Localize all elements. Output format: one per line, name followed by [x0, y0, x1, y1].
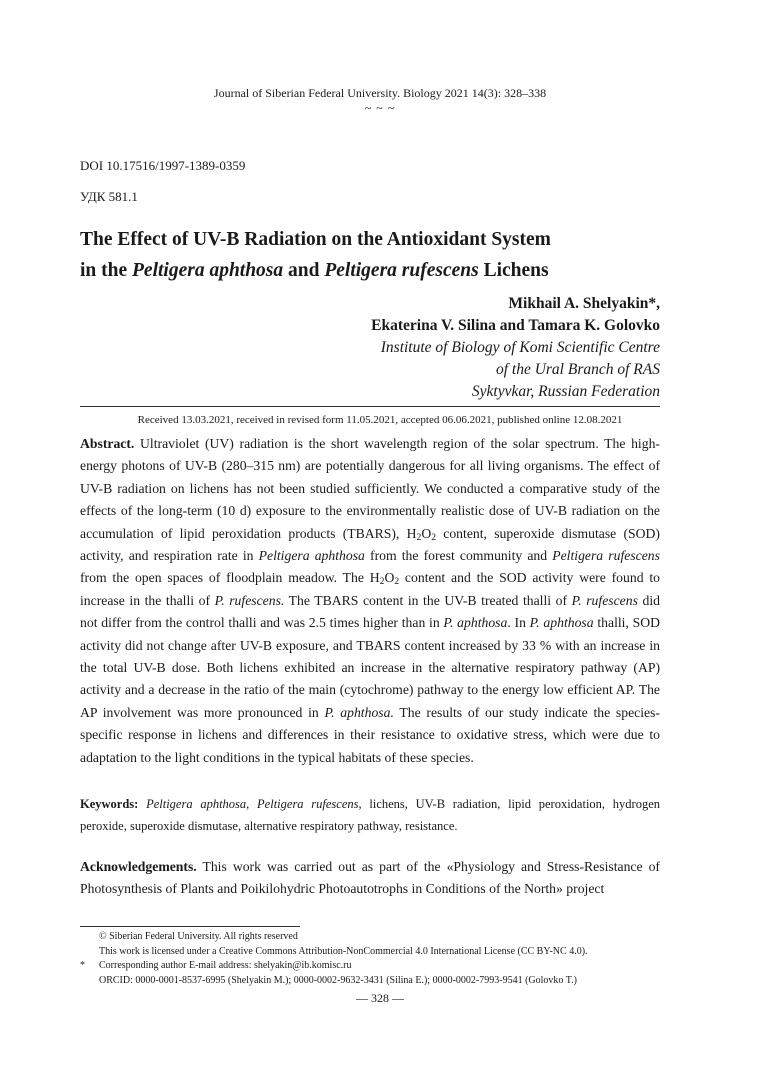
footnotes [80, 930, 680, 988]
title-line-1: The Effect of UV-B Radiation on the Antioxidant System [80, 229, 551, 250]
udk-code: УДК 581.1 [80, 189, 138, 204]
acknowledgements: Acknowledgements. This work was carried out as part of the «Physiology and Stress-Resistance of Photosynthesis of Plants and Poikilohydric Photoautotrophs in Conditions of the North» project [80, 859, 660, 897]
keywords: Keywords: Peltigera aphthosa, Peltigera rufescens, lichens, UV-B radiation, lipid peroxidation, hydrogen peroxide, superoxide dismutase, alternative respiratory pathway, resistance. [80, 797, 660, 834]
footnote-orcid: ORCID: 0000-0001-8537-6995 (Shelyakin M.); 0000-0002-9632-3431 (Silina E.); 0000-0002-7993-9541 (Golovko T.) [99, 974, 577, 986]
affiliation-line-2: of the Ural Branch of RAS [495, 361, 660, 378]
title-species-2: Peltigera rufescens [324, 260, 479, 281]
footnote-star: * [80, 960, 85, 971]
footnote-license: This work is licensed under a Creative Commons Attribution-NonCommercial 4.0 International License (CC BY-NC 4.0). [99, 945, 588, 957]
footnote-corresponding: * Corresponding author E-mail address: shelyakin@ib.komisc.ru [80, 959, 680, 974]
authors [371, 293, 660, 337]
footnote-divider [80, 926, 300, 927]
affiliation-line-1: Institute of Biology of Komi Scientific Centre [380, 339, 660, 356]
abstract-label: Abstract. [80, 436, 135, 451]
keywords-label: Keywords: [80, 797, 139, 811]
authors-line-1: Mikhail A. Shelyakin*, [508, 295, 660, 312]
title-line-2: in the Peltigera aphthosa and Peltigera rufescens Lichens [80, 260, 549, 281]
title-species-1: Peltigera aphthosa [132, 260, 284, 281]
article-title [80, 224, 680, 286]
acknowledgements-label: Acknowledgements. [80, 859, 197, 874]
header-ornament: ~ ~ ~ [364, 101, 396, 115]
page-number: — 328 — [356, 991, 404, 1005]
divider [80, 406, 660, 407]
authors-line-2: Ekaterina V. Silina and Tamara K. Golovko [371, 317, 660, 334]
received-dates: Received 13.03.2021, received in revised form 11.05.2021, accepted 06.06.2021, published online 12.08.2021 [137, 414, 623, 426]
affiliation [381, 337, 660, 403]
abstract: Abstract. Ultraviolet (UV) radiation is the short wavelength region of the solar spectrum. The high-energy photons of UV-B (280–315 nm) are potentially dangerous for all living organisms. The effect of UV-B radiation on lichens has not been studied sufficiently. We conducted a comparative study of the effects of the long-term (10 d) exposure to the environmentally realistic dose of UV-B radiation on the accumulation of lipid peroxidation products (TBARS), $H_2O_2$ content, superoxide dismutase (SOD) activity, and respiration rate in Peltigera aphthosa from the forest community and Peltigera rufescens from the open spaces of floodplain meadow. The $H_2O_2$ content and the SOD activity were found to increase in the thalli of P. rufescens. The TBARS content in the UV-B treated thalli of P. rufescens did not differ from the control thalli and was 2.5 times higher than in P. aphthosa. In P. aphthosa thalli, SOD activity did not change after UV-B exposure, and TBARS content increased by 33 % with an increase in the total UV-B dose. Both lichens exhibited an increase in the alternative respiratory pathway (AP) activity and a decrease in the ratio of the main (cytochrome) pathway to the energy low efficient AP. The AP involvement was more pronounced in P. aphthosa. The results of our study indicate the species-specific response in lichens and differences in their resistance to oxidative stress, which were due to adaptation to the light conditions in the typical habitats of these species. [80, 436, 661, 765]
footnote-copyright: © Siberian Federal University. All rights reserved [99, 931, 298, 942]
affiliation-line-3: Syktyvkar, Russian Federation [471, 383, 660, 400]
journal-header: Journal of Siberian Federal University. Biology 2021 14(3): 328–338 [213, 86, 547, 100]
doi: DOI 10.17516/1997-1389-0359 [80, 158, 246, 173]
